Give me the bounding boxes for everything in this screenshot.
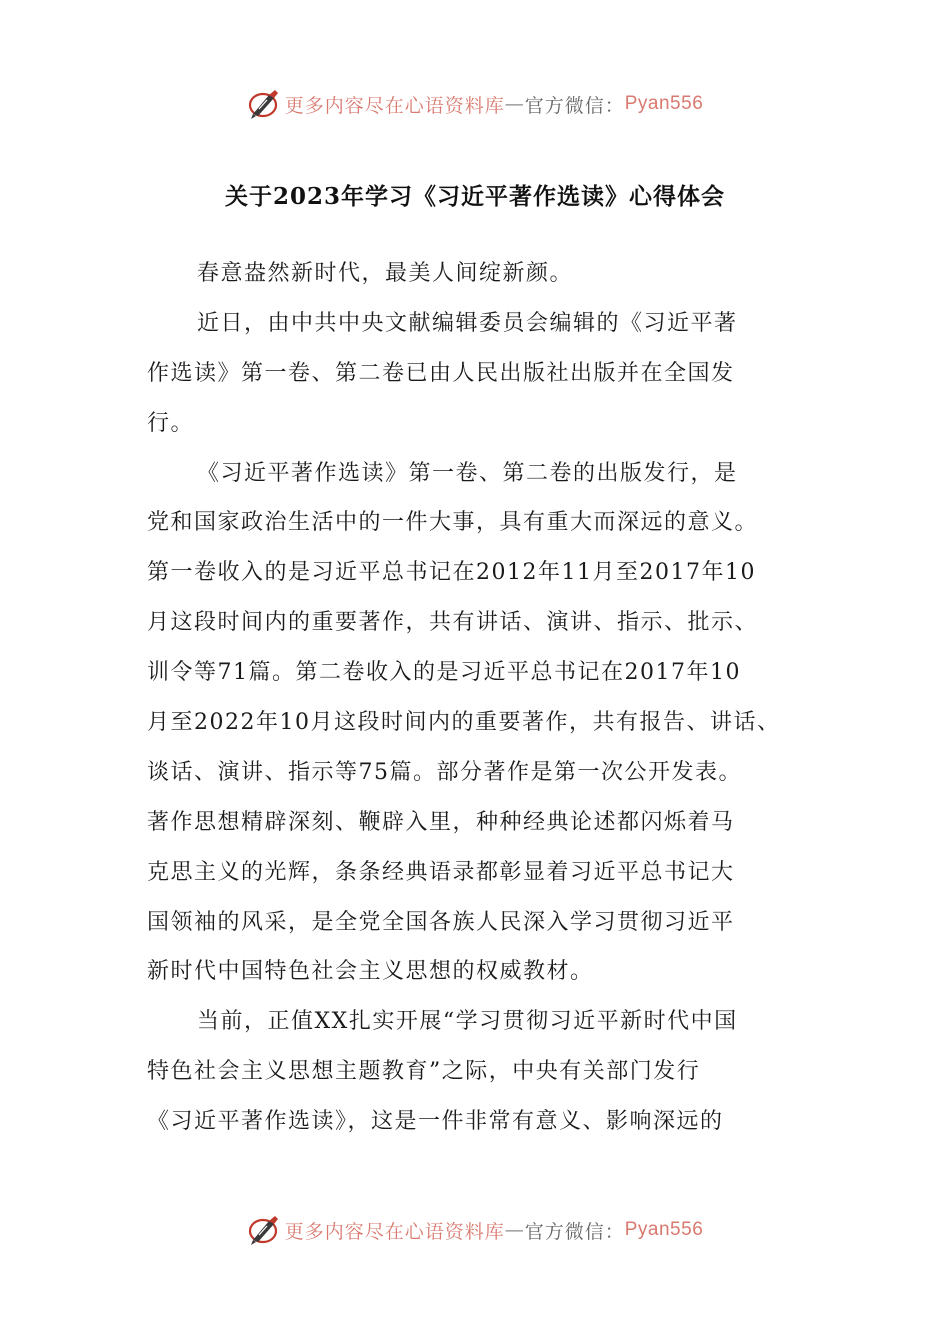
text-line: 春意盎然新时代，最美人间绽新颜。 bbox=[197, 261, 574, 286]
text-line: 近日，由中共中央文献编辑委员会编辑的《习近平著 bbox=[197, 310, 738, 336]
pen-nib-logo-icon bbox=[247, 1213, 281, 1247]
document-body bbox=[147, 249, 807, 1147]
banner-wechat-id: Pyan556 bbox=[624, 1219, 704, 1240]
text-line: 月至2022年10月这段时间内的重要著作，共有报告、讲话、 bbox=[147, 710, 781, 736]
text-line: 《习近平著作选读》第一卷、第二卷的出版发行，是 bbox=[197, 460, 738, 486]
banner-wechat-label: 官方微信： bbox=[524, 1220, 625, 1243]
footer-watermark-banner bbox=[0, 1210, 950, 1250]
text-line: 作选读》第一卷、第二卷已由人民出版社出版并在全国发 bbox=[147, 360, 735, 386]
text-line: 著作思想精辟深刻、鞭辟入里，种种经典论述都闪烁着马 bbox=[147, 809, 735, 835]
text-line: 党和国家政治生活中的一件大事，具有重大而深远的意义。 bbox=[147, 510, 759, 536]
text-line: 训令等71篇。第二卷收入的是习近平总书记在2017年10 bbox=[147, 660, 741, 686]
text-line: 特色社会主义思想主题教育”之际，中央有关部门发行 bbox=[147, 1059, 701, 1085]
banner-dash: — bbox=[504, 93, 525, 115]
text-line: 国领袖的风采，是全党全国各族人民深入学习贯彻习近平 bbox=[147, 909, 735, 935]
banner-dash: — bbox=[504, 1219, 525, 1241]
document-title: 关于2023年学习《习近平著作选读》心得体会 bbox=[224, 183, 725, 210]
text-line: 当前，正值XX扎实开展“学习贯彻习近平新时代中国 bbox=[197, 1009, 738, 1035]
text-line: 克思主义的光辉，条条经典语录都彰显着习近平总书记大 bbox=[147, 859, 735, 885]
text-line: 谈话、演讲、指示等75篇。部分著作是第一次公开发表。 bbox=[147, 759, 742, 785]
text-line: 行。 bbox=[147, 410, 195, 436]
text-line: 第一卷收入的是习近平总书记在2012年11月至2017年10 bbox=[147, 560, 756, 586]
banner-brand-text: 更多内容尽在心语资料库 bbox=[284, 94, 505, 117]
text-line: 月这段时间内的重要著作，共有讲话、演讲、指示、批示、 bbox=[147, 610, 759, 636]
banner-wechat-label: 官方微信： bbox=[524, 94, 625, 117]
header-watermark-banner bbox=[0, 84, 950, 124]
banner-wechat-id: Pyan556 bbox=[624, 93, 704, 114]
banner-brand-text: 更多内容尽在心语资料库 bbox=[284, 1220, 505, 1243]
text-line: 《习近平著作选读》，这是一件非常有意义、影响深远的 bbox=[147, 1109, 724, 1135]
text-line: 新时代中国特色社会主义思想的权威教材。 bbox=[147, 959, 594, 985]
pen-nib-logo-icon bbox=[247, 87, 281, 121]
